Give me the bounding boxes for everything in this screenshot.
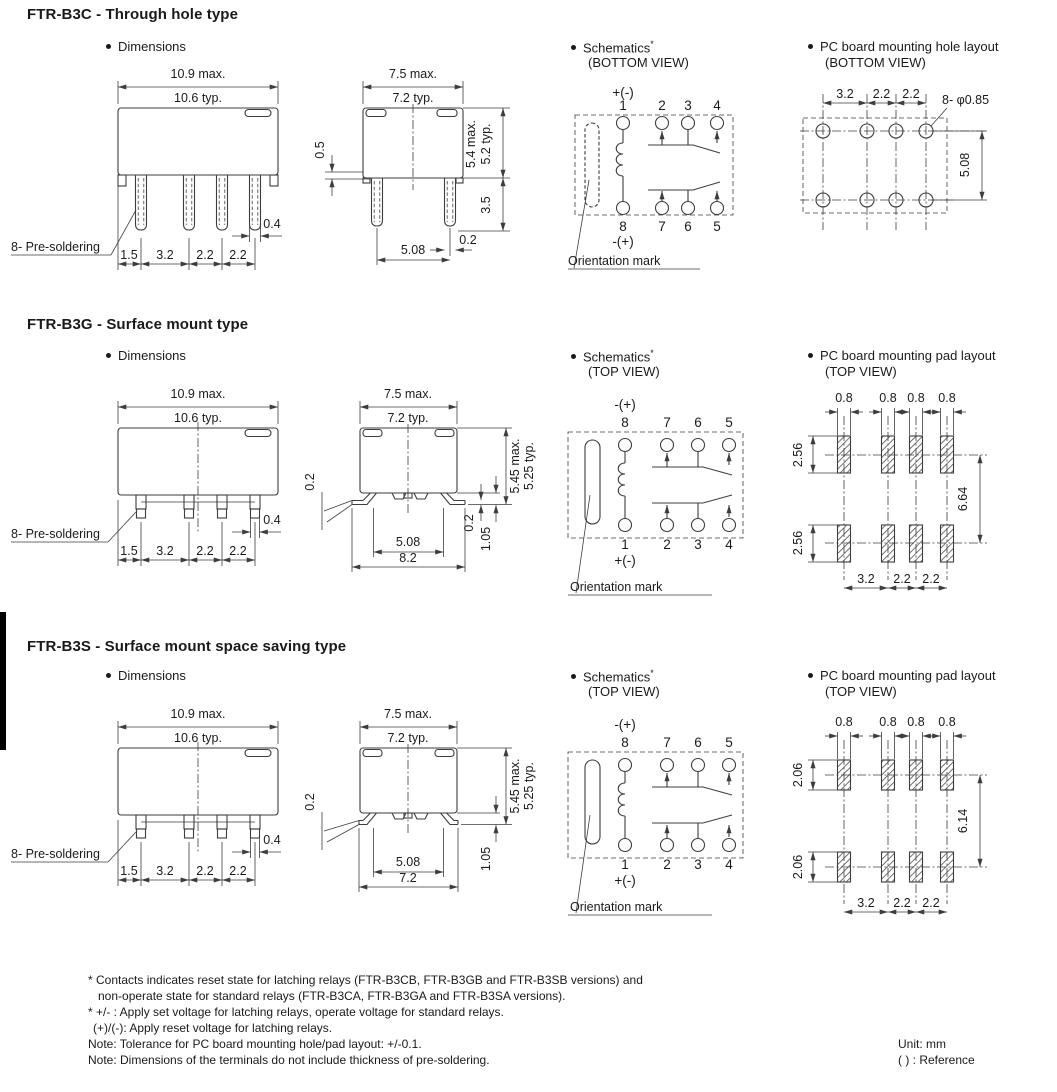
board-view-b3s: (TOP VIEW) <box>825 684 897 699</box>
contact-bottom <box>652 495 732 519</box>
dim-label: 8.2 <box>399 551 417 565</box>
schematics-view-b3g: (TOP VIEW) <box>588 364 660 379</box>
dim-label: 3.2 <box>857 572 875 586</box>
lead-width-dimension <box>232 210 282 242</box>
orientation-mark-shape <box>585 760 600 844</box>
pin-number: 5 <box>725 415 733 430</box>
dim-label: 1.05 <box>479 526 493 552</box>
dim-label: 5.08 <box>395 855 421 869</box>
dim-label: 7.5 max. <box>384 707 432 721</box>
gullwing-leads <box>352 493 465 505</box>
pin-number: 4 <box>713 98 721 113</box>
row-span-dimension <box>956 455 980 543</box>
pitch-dimensions <box>118 500 255 566</box>
polarity-label: -(+) <box>614 717 636 732</box>
b3g-pad-layout-drawing <box>791 368 1057 603</box>
pin-number: 1 <box>619 98 627 113</box>
dim-label: 7.2 <box>399 871 417 885</box>
orientation-callout <box>568 815 712 915</box>
pin-number: 6 <box>694 735 702 750</box>
body-notch <box>245 110 271 117</box>
row-pitch-dimension <box>933 131 987 200</box>
relay-body <box>363 104 463 190</box>
dim-label: 10.6 typ. <box>174 731 222 745</box>
coil <box>616 130 623 202</box>
section-title-b3g: FTR-B3G - Surface mount type <box>27 316 249 333</box>
schematics-label: Schematics* <box>583 39 654 56</box>
dim-label: 0.2 <box>303 793 317 811</box>
dim-label: 10.9 max. <box>170 707 226 721</box>
dim-label: 2.2 <box>922 896 940 910</box>
dim-label: 6.14 <box>956 808 970 834</box>
dim-label: 5.25 typ. <box>522 762 536 810</box>
lead-length-dimension <box>458 178 510 231</box>
dim-label: 0.8 <box>938 391 956 405</box>
polarity-label: -(+) <box>614 397 636 412</box>
dim-label: 5.25 typ. <box>522 442 536 490</box>
orientation-label: Orientation mark <box>570 900 663 914</box>
pin-number: 5 <box>725 735 733 750</box>
board-heading-b3c <box>808 39 999 54</box>
footnote-line: * +/- : Apply set voltage for latching relays, operate voltage for standard relays. <box>88 1005 504 1019</box>
dim-label: 2.56 <box>791 442 805 468</box>
dim-label: 0.2 <box>459 233 477 247</box>
schematics-view-b3s: (TOP VIEW) <box>588 684 660 699</box>
schematics-label: Schematics* <box>583 668 654 685</box>
standoff-bump <box>414 493 428 499</box>
section-title-b3c: FTR-B3C - Through hole type <box>27 6 239 23</box>
relay-pins <box>136 175 261 230</box>
pin-number: 3 <box>694 537 702 552</box>
polarity-label: +(-) <box>614 873 636 888</box>
pin-number: 2 <box>663 537 671 552</box>
dim-label: 3.2 <box>156 864 174 878</box>
body-notch <box>435 750 454 757</box>
body-notch <box>366 110 386 117</box>
b3c-front-view-drawing <box>8 60 308 282</box>
pin-circles <box>617 117 724 215</box>
orientation-label: Orientation mark <box>568 254 661 268</box>
contact-top <box>652 452 732 476</box>
polarity-label: -(+) <box>612 234 634 249</box>
pad-height-dimensions <box>791 760 838 882</box>
dim-label: 0.8 <box>938 715 956 729</box>
polarity-label: +(-) <box>614 553 636 568</box>
presolder-label: 8- Pre-soldering <box>11 847 100 861</box>
dim-label: 3.2 <box>156 544 174 558</box>
hole-size-label: 8- φ0.85 <box>942 93 990 107</box>
relay-body <box>360 744 457 835</box>
dim-label: 2.2 <box>872 87 891 101</box>
column-dimensions <box>844 572 947 588</box>
pin-number: 4 <box>725 857 733 872</box>
dim-label: 1.5 <box>120 864 138 878</box>
width-dimension <box>363 67 463 105</box>
presolder-callout <box>11 210 136 255</box>
dimensions-label: Dimensions <box>118 348 186 363</box>
dim-label: 2.2 <box>893 572 911 586</box>
standoff-dimension <box>457 476 500 551</box>
lead-thickness-callout <box>303 473 352 530</box>
pad-width-arrows <box>825 732 966 759</box>
body-notch <box>435 430 454 437</box>
dim-label: 2.2 <box>196 248 214 262</box>
board-heading-b3s <box>808 668 996 683</box>
board-label: PC board mounting hole layout <box>820 39 999 54</box>
pad-width-arrows <box>825 408 966 435</box>
dim-label: 2.2 <box>893 896 911 910</box>
dim-label: 5.45 max. <box>508 758 522 814</box>
b3g-schematic-drawing <box>560 395 800 605</box>
pin-number: 6 <box>694 415 702 430</box>
dim-label: 3.2 <box>836 87 854 101</box>
orientation-mark-shape <box>585 440 600 524</box>
dim-label: 10.9 max. <box>170 387 226 401</box>
width-dimension <box>360 387 457 425</box>
bullet-icon <box>106 353 111 358</box>
board-heading-b3g <box>808 348 996 363</box>
mounting-holes <box>816 124 933 207</box>
dim-label: 2.2 <box>922 572 940 586</box>
dim-label: 2.2 <box>229 864 247 878</box>
b3s-schematic-drawing <box>560 715 800 925</box>
coil <box>618 772 625 839</box>
dim-label: 10.6 typ. <box>174 411 222 425</box>
dim-label: 5.4 max. <box>464 120 478 168</box>
lead-pitch-dimension <box>374 508 444 557</box>
b3g-front-view-drawing <box>8 380 308 580</box>
standoff-dimension <box>313 141 370 196</box>
dim-label: 0.2 <box>462 514 476 532</box>
dim-label: 3.2 <box>156 248 174 262</box>
orientation-label: Orientation mark <box>570 580 663 594</box>
pin-number: 5 <box>713 219 721 234</box>
dimensions-heading-b3g <box>106 348 186 363</box>
board-label: PC board mounting pad layout <box>820 668 996 683</box>
bullet-icon <box>106 44 111 49</box>
pin-circles <box>619 439 736 532</box>
dim-label: 2.06 <box>791 854 805 880</box>
bullet-icon <box>808 673 813 678</box>
schematic-outline <box>568 432 743 538</box>
pad-width-dimensions <box>825 391 966 435</box>
lead-thickness-dimension <box>430 233 477 250</box>
standoff-bump <box>414 813 428 819</box>
lead-pitch-dimension <box>374 828 444 877</box>
dim-label: 2.2 <box>229 248 247 262</box>
schematics-label: Schematics* <box>583 348 654 365</box>
footnote-line: non-operate state for standard relays (FTR-B3CA, FTR-B3GA and FTR-B3SA versions). <box>98 989 566 1003</box>
width-dimension <box>360 707 457 745</box>
bullet-icon <box>106 673 111 678</box>
pitch-dimensions <box>118 820 255 886</box>
pad-width-dimensions <box>825 715 966 759</box>
dim-label: 0.5 <box>313 141 327 159</box>
dimensions-label: Dimensions <box>118 39 186 54</box>
board-outline <box>803 118 947 213</box>
pin-number: 1 <box>621 537 629 552</box>
pin-number: 8 <box>619 219 627 234</box>
dim-label: 0.8 <box>907 715 925 729</box>
pin-number: 2 <box>658 98 666 113</box>
contact-bottom <box>652 815 732 839</box>
dim-label: 10.9 max. <box>170 67 226 81</box>
relay-body <box>118 422 281 532</box>
schematics-heading-b3g <box>571 348 654 364</box>
pin-number: 3 <box>684 98 692 113</box>
dim-label: 5.45 max. <box>508 438 522 494</box>
dim-label: 5.08 <box>958 152 972 178</box>
coil <box>618 452 625 519</box>
bullet-icon <box>808 353 813 358</box>
footnote-line: * Contacts indicates reset state for latching relays (FTR-B3CB, FTR-B3GB and FTR-B3SB versions) and <box>88 973 643 987</box>
bullet-icon <box>571 674 576 679</box>
width-dimension <box>118 67 278 105</box>
contact-bottom <box>648 182 720 202</box>
dim-label: 0.8 <box>835 391 853 405</box>
body-notch <box>437 110 457 117</box>
pin-number: 6 <box>684 219 692 234</box>
pin-number: 4 <box>725 537 733 552</box>
column-dimensions <box>823 87 926 103</box>
presolder-callout <box>11 832 136 862</box>
dim-label: 0.8 <box>835 715 853 729</box>
dim-label: 5.08 <box>400 243 426 257</box>
schematics-view-b3c: (BOTTOM VIEW) <box>588 55 689 70</box>
relay-body <box>118 108 278 186</box>
dim-label: 3.2 <box>857 896 875 910</box>
dim-label: 7.2 typ. <box>392 91 434 105</box>
body-notch <box>245 430 271 437</box>
dim-label: 7.5 max. <box>384 387 432 401</box>
pin-number: 3 <box>694 857 702 872</box>
dim-label: 2.2 <box>902 87 920 101</box>
dim-label: 0.8 <box>879 391 897 405</box>
pin-number: 8 <box>621 415 629 430</box>
dim-label: 3.5 <box>479 196 493 214</box>
board-view-b3c: (BOTTOM VIEW) <box>825 55 926 70</box>
relay-body <box>118 742 281 852</box>
column-dimensions <box>844 896 947 912</box>
presolder-label: 8- Pre-soldering <box>11 240 100 254</box>
pads <box>838 760 954 882</box>
dim-label: 2.56 <box>791 530 805 556</box>
dim-label: 0.8 <box>879 715 897 729</box>
contact-top <box>652 772 732 796</box>
orientation-mark-shape <box>585 123 599 207</box>
b3c-schematic-drawing <box>560 85 800 285</box>
b3s-front-view-drawing <box>8 700 308 900</box>
dimensions-label: Dimensions <box>118 668 186 683</box>
contact-top <box>648 130 720 154</box>
dim-label: 0.2 <box>303 473 317 491</box>
body-notch <box>363 750 382 757</box>
schematic-outline <box>568 752 743 858</box>
b3g-side-view-drawing <box>300 380 555 580</box>
schematics-heading-b3s <box>571 668 654 684</box>
pin-number: 1 <box>621 857 629 872</box>
lead-width-dimension <box>232 508 281 538</box>
dimensions-heading-b3c <box>106 39 186 54</box>
gullwing-leads <box>359 813 458 825</box>
orientation-callout <box>568 495 712 595</box>
body-notch <box>245 750 271 757</box>
footnotes <box>88 972 808 1068</box>
schematics-heading-b3c <box>571 39 654 55</box>
orientation-callout <box>568 180 700 269</box>
b3c-side-view-drawing <box>310 60 560 295</box>
lead-thickness-callout <box>303 793 359 850</box>
footnote-line: Note: Dimensions of the terminals do not include thickness of pre-soldering. <box>88 1053 490 1067</box>
b3c-hole-layout-drawing <box>795 58 1057 278</box>
b3s-side-view-drawing <box>300 700 555 900</box>
dim-label: 7.2 typ. <box>387 411 429 425</box>
presolder-callout <box>11 512 136 542</box>
standoff-dimension <box>457 796 500 871</box>
pin-number: 2 <box>663 857 671 872</box>
dim-label: 1.5 <box>120 544 138 558</box>
dim-label: 1.05 <box>479 846 493 872</box>
page-edge-tab <box>0 612 6 750</box>
lead-pitch-dimension <box>377 228 450 265</box>
height-dimension <box>463 108 510 178</box>
footnote-line: Note: Tolerance for PC board mounting hole/pad layout: +/-0.1. <box>88 1037 422 1051</box>
dim-label: 2.2 <box>196 864 214 878</box>
relay-body <box>360 424 457 515</box>
dim-label: 2.2 <box>229 544 247 558</box>
dim-label: 0.4 <box>263 217 281 231</box>
dim-label: 2.06 <box>791 762 805 788</box>
body-notch <box>363 430 382 437</box>
pin-number: 7 <box>663 735 671 750</box>
bullet-icon <box>571 45 576 50</box>
dim-label: 1.5 <box>120 248 138 262</box>
dim-label: 5.2 typ. <box>479 123 493 165</box>
dim-label: 0.4 <box>263 513 281 527</box>
dim-label: 7.5 max. <box>389 67 437 81</box>
hole-size-callout <box>931 93 989 126</box>
presolder-label: 8- Pre-soldering <box>11 527 100 541</box>
bullet-icon <box>571 354 576 359</box>
bullet-icon <box>808 44 813 49</box>
reference-note: ( ) : Reference <box>898 1053 975 1067</box>
footnote-line: (+)/(-): Apply reset voltage for latching relays. <box>93 1021 333 1035</box>
dim-label: 6.64 <box>956 486 970 512</box>
section-title-b3s: FTR-B3S - Surface mount space saving type <box>27 638 347 655</box>
relay-pins <box>372 178 456 226</box>
width-dimension <box>118 387 278 425</box>
dim-label: 7.2 typ. <box>387 731 429 745</box>
pin-number: 7 <box>663 415 671 430</box>
width-dimension <box>118 707 278 745</box>
unit-note: Unit: mm <box>898 1037 946 1051</box>
b3s-pad-layout-drawing <box>791 692 1057 927</box>
polarity-label: +(-) <box>612 85 634 100</box>
row-span-dimension <box>956 775 980 867</box>
dim-label: 10.6 typ. <box>174 91 222 105</box>
dim-label: 5.08 <box>395 535 421 549</box>
pin-number: 8 <box>621 735 629 750</box>
pin-number: 7 <box>658 219 666 234</box>
board-label: PC board mounting pad layout <box>820 348 996 363</box>
pin-circles <box>619 759 736 852</box>
lead-width-dimension <box>232 828 281 858</box>
dim-label: 2.2 <box>196 544 214 558</box>
dim-label: 0.8 <box>907 391 925 405</box>
dimensions-heading-b3s <box>106 668 186 683</box>
dim-label: 0.4 <box>263 833 281 847</box>
board-view-b3g: (TOP VIEW) <box>825 364 897 379</box>
